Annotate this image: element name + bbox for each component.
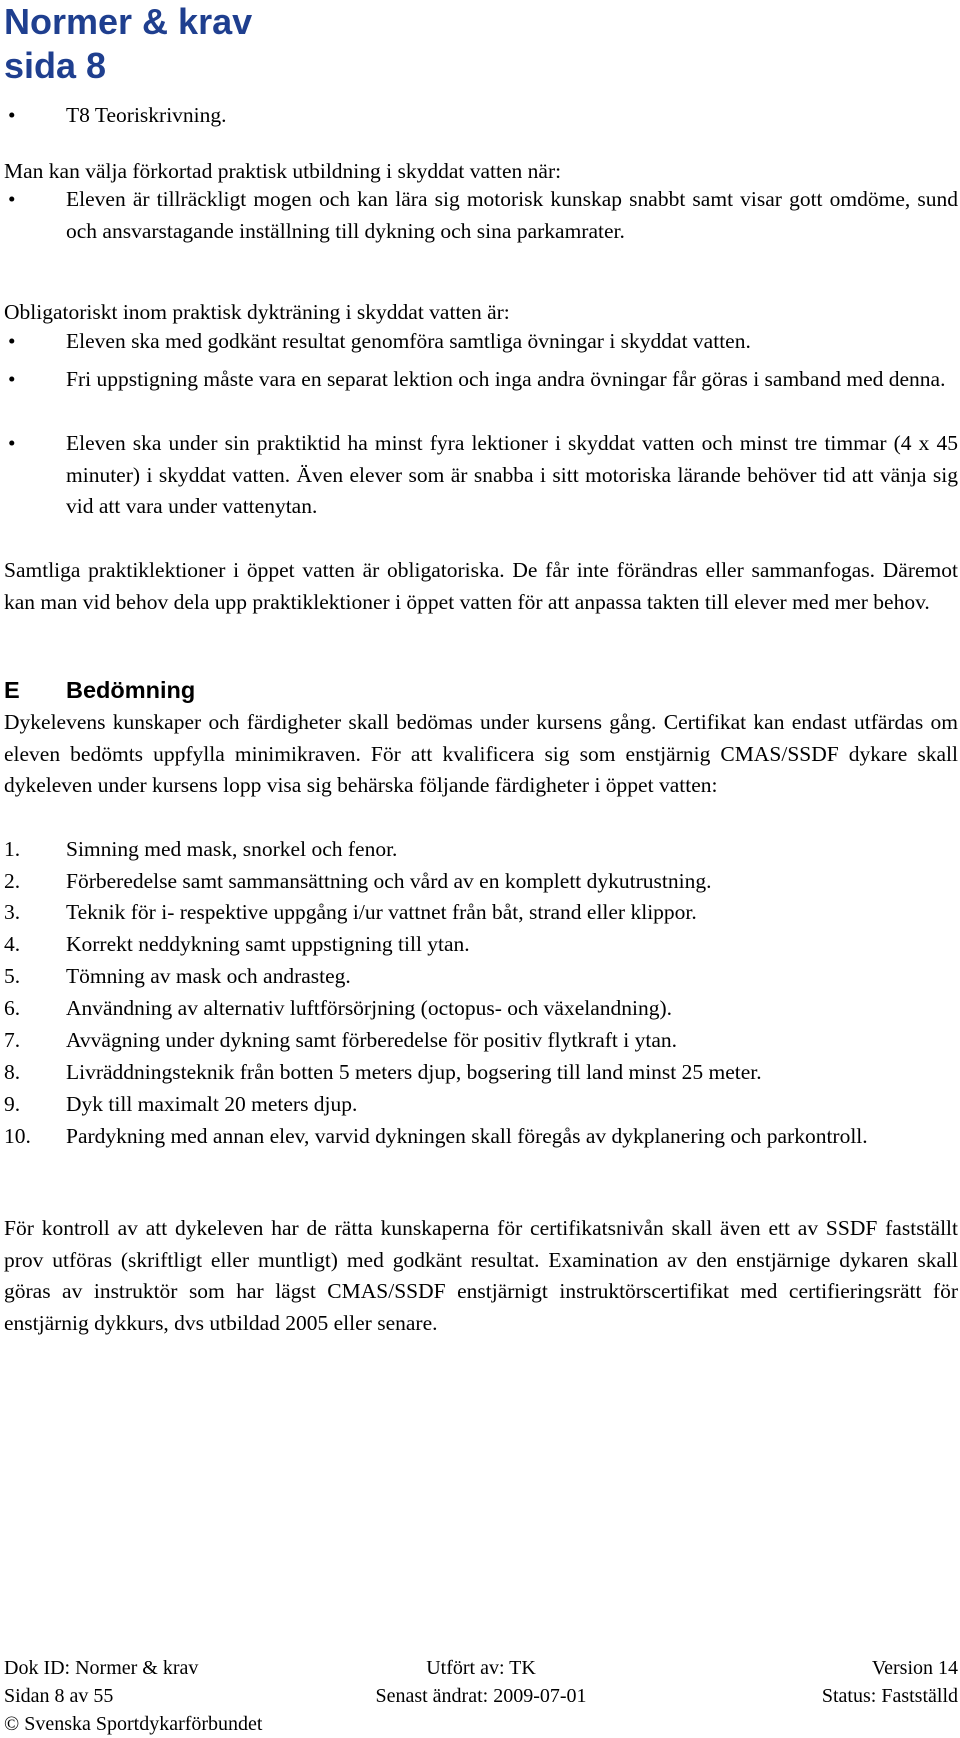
page-title <box>4 0 404 88</box>
bullet-text: Eleven ska under sin praktiktid ha minst fyra lektioner i skyddat vatten och minst tre timmar (4 x 45 minuter) i skyddat vatten. Även elever som är snabba i sitt motoriska lärande behöver tid att vänja sig vid att vara under vattenytan. <box>66 431 958 518</box>
footer-changed: Senast ändrat: 2009-07-01 <box>375 1685 587 1707</box>
skill-item <box>4 1025 958 1057</box>
skill-item <box>4 1089 958 1121</box>
section-title: Bedömning <box>66 677 196 703</box>
skill-text: Pardykning med annan elev, varvid dykningen skall föregås av dykplanering och parkontroll. <box>66 1124 868 1148</box>
skill-text: Dyk till maximalt 20 meters djup. <box>66 1092 358 1116</box>
bullet-text: Fri uppstigning måste vara en separat lektion och inga andra övningar får göras i samband med denna. <box>66 367 946 391</box>
paragraph-control: För kontroll av att dykeleven har de rätta kunskaperna för certifikatsnivån skall även ett av SSDF fastställt prov utföras (skriftligt eller muntligt) med godkänt resultat. Examination av den enstjärnige dykaren skall göras av instruktör som har lägst CMAS/SSDF enstjärnigt instruktörscertifikat med certifieringsrätt för enstjärnig dykkurs, dvs utbildad 2005 eller senare. <box>4 1216 958 1335</box>
title-line-2: sida 8 <box>4 45 107 86</box>
skill-item <box>4 897 958 929</box>
skill-number: 7. <box>4 1028 21 1052</box>
skill-item <box>4 834 958 866</box>
skill-item <box>4 961 958 993</box>
footer-author: Utfört av: TK <box>426 1657 536 1679</box>
footer-version: Version 14 <box>871 1657 958 1679</box>
bullet-text: Eleven ska med godkänt resultat genomföra samtliga övningar i skyddat vatten. <box>66 329 751 353</box>
bullet-text: Eleven är tillräckligt mogen och kan lära sig motorisk kunskap snabbt samt visar gott omdöme, sund och ansvarstagande inställning till dykning och sina parkamrater. <box>66 187 958 243</box>
skill-number: 6. <box>4 996 21 1020</box>
skill-item <box>4 866 958 898</box>
bullet-item <box>4 326 958 358</box>
skill-number: 10. <box>4 1124 31 1148</box>
footer-doc-id: Dok ID: Normer & krav <box>4 1657 199 1679</box>
skill-number: 2. <box>4 869 21 893</box>
footer-page: Sidan 8 av 55 <box>4 1685 114 1707</box>
skill-text: Tömning av mask och andrasteg. <box>66 964 351 988</box>
footer-status: Status: Fastställd <box>821 1685 958 1707</box>
skill-item <box>4 929 958 961</box>
skill-number: 9. <box>4 1092 21 1116</box>
bullet-icon: • <box>8 103 16 127</box>
skill-item <box>4 1057 958 1089</box>
bullet-item <box>4 428 958 523</box>
skill-number: 8. <box>4 1060 21 1084</box>
section-letter: E <box>4 677 20 703</box>
skill-text: Simning med mask, snorkel och fenor. <box>66 837 398 861</box>
paragraph-assessment: Dykelevens kunskaper och färdigheter skall bedömas under kursens gång. Certifikat kan endast utfärdas om eleven bedömts uppfylla minimikraven. För att kvalificera sig som enstjärnig CMAS/SSDF dykare skall dykeleven under kursens lopp visa sig behärska följande färdigheter i öppet vatten: <box>4 710 958 797</box>
skill-number: 5. <box>4 964 21 988</box>
footer-copyright: © Svenska Sportdykarförbundet <box>4 1713 263 1735</box>
title-line-1: Normer & krav <box>4 1 253 42</box>
section-heading <box>4 674 195 706</box>
bullet-item <box>4 100 958 132</box>
bullet-item <box>4 184 958 247</box>
skill-text: Korrekt neddykning samt uppstigning till ytan. <box>66 932 470 956</box>
bullet-icon: • <box>8 431 16 455</box>
skill-text: Förberedelse samt sammansättning och vård av en komplett dykutrustning. <box>66 869 712 893</box>
skill-item <box>4 993 958 1025</box>
bullet-icon: • <box>8 367 16 391</box>
bullet-icon: • <box>8 329 16 353</box>
bullet-text: T8 Teoriskrivning. <box>66 103 227 127</box>
skill-text: Teknik för i- respektive uppgång i/ur vattnet från båt, strand eller klippor. <box>66 900 697 924</box>
paragraph-intro: Man kan välja förkortad praktisk utbildning i skyddat vatten när: <box>4 159 562 183</box>
skill-number: 3. <box>4 900 21 924</box>
skill-number: 4. <box>4 932 21 956</box>
skill-item <box>4 1121 958 1153</box>
skill-number: 1. <box>4 837 21 861</box>
skill-text: Livräddningsteknik från botten 5 meters djup, bogsering till land minst 25 meter. <box>66 1060 762 1084</box>
skill-text: Användning av alternativ luftförsörjning (octopus- och växelandning). <box>66 996 673 1020</box>
bullet-icon: • <box>8 187 16 211</box>
paragraph-mandatory-intro: Obligatoriskt inom praktisk dykträning i skyddat vatten är: <box>4 300 510 324</box>
skill-text: Avvägning under dykning samt förberedelse för positiv flytkraft i ytan. <box>66 1028 678 1052</box>
paragraph-open-water: Samtliga praktiklektioner i öppet vatten är obligatoriska. De får inte förändras eller sammanfogas. Däremot kan man vid behov dela upp praktiklektioner i öppet vatten för att anpassa takten till elever med mer behov. <box>4 558 958 614</box>
bullet-item <box>4 364 958 396</box>
